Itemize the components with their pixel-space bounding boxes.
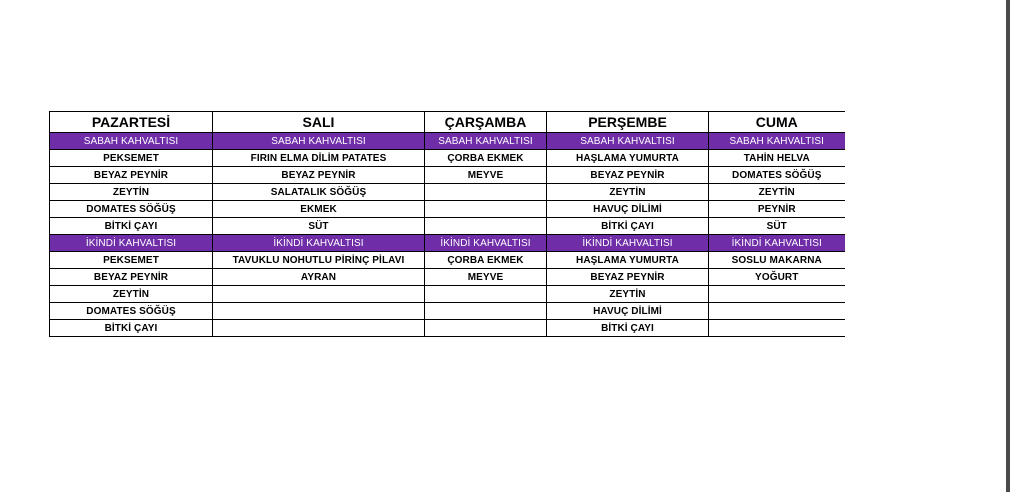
table-cell <box>425 286 547 303</box>
table-cell <box>425 320 547 337</box>
table-cell: TAHİN HELVA <box>709 150 845 167</box>
meal-plan-body <box>50 133 845 337</box>
table-row <box>50 184 845 201</box>
page-edge-divider <box>1006 0 1010 492</box>
table-cell: FIRIN ELMA DİLİM PATATES <box>213 150 425 167</box>
meal-section-cell: SABAH KAHVALTISI <box>547 133 709 150</box>
table-cell: ZEYTİN <box>50 286 213 303</box>
table-row <box>50 150 845 167</box>
meal-section-cell: SABAH KAHVALTISI <box>709 133 845 150</box>
table-cell: SÜT <box>709 218 845 235</box>
table-row <box>50 303 845 320</box>
table-cell: PEKSEMET <box>50 252 213 269</box>
table-row <box>50 286 845 303</box>
table-cell <box>213 320 425 337</box>
day-header-monday: PAZARTESİ <box>50 112 213 133</box>
table-cell <box>213 286 425 303</box>
table-cell: HAVUÇ DİLİMİ <box>547 303 709 320</box>
table-row <box>50 269 845 286</box>
table-cell: HAŞLAMA YUMURTA <box>547 150 709 167</box>
table-cell <box>425 201 547 218</box>
table-cell <box>709 320 845 337</box>
table-cell: DOMATES SÖĞÜŞ <box>50 201 213 218</box>
table-cell <box>425 184 547 201</box>
table-cell: SOSLU MAKARNA <box>709 252 845 269</box>
table-cell: ÇORBA EKMEK <box>425 150 547 167</box>
table-cell: HAŞLAMA YUMURTA <box>547 252 709 269</box>
table-cell: ZEYTİN <box>709 184 845 201</box>
table-cell <box>213 303 425 320</box>
header-row <box>50 112 845 133</box>
meal-section-cell: SABAH KAHVALTISI <box>50 133 213 150</box>
table-row <box>50 218 845 235</box>
day-header-tuesday: SALI <box>213 112 425 133</box>
meal-section-cell: SABAH KAHVALTISI <box>213 133 425 150</box>
table-cell <box>425 303 547 320</box>
table-cell: BEYAZ PEYNİR <box>50 269 213 286</box>
table-cell: BEYAZ PEYNİR <box>547 269 709 286</box>
table-cell: MEYVE <box>425 167 547 184</box>
table-cell: BİTKİ ÇAYI <box>50 218 213 235</box>
table-cell: ZEYTİN <box>50 184 213 201</box>
table-cell: HAVUÇ DİLİMİ <box>547 201 709 218</box>
table-cell: DOMATES SÖĞÜŞ <box>50 303 213 320</box>
meal-section-cell: İKİNDİ KAHVALTISI <box>50 235 213 252</box>
meal-section-row <box>50 133 845 150</box>
meal-section-cell: İKİNDİ KAHVALTISI <box>709 235 845 252</box>
table-cell: BİTKİ ÇAYI <box>50 320 213 337</box>
table-cell: EKMEK <box>213 201 425 218</box>
table-cell: PEKSEMET <box>50 150 213 167</box>
table-row <box>50 252 845 269</box>
table-row <box>50 167 845 184</box>
table-cell: SALATALIK SÖĞÜŞ <box>213 184 425 201</box>
meal-section-cell: SABAH KAHVALTISI <box>425 133 547 150</box>
table-cell: ZEYTİN <box>547 184 709 201</box>
table-cell: PEYNİR <box>709 201 845 218</box>
table-cell: TAVUKLU NOHUTLU PİRİNÇ PİLAVI <box>213 252 425 269</box>
table-cell: DOMATES SÖĞÜŞ <box>709 167 845 184</box>
day-header-wednesday: ÇARŞAMBA <box>425 112 547 133</box>
table-cell: BİTKİ ÇAYI <box>547 218 709 235</box>
meal-section-cell: İKİNDİ KAHVALTISI <box>425 235 547 252</box>
table-cell <box>709 303 845 320</box>
meal-section-cell: İKİNDİ KAHVALTISI <box>213 235 425 252</box>
table-cell: BEYAZ PEYNİR <box>213 167 425 184</box>
table-cell <box>425 218 547 235</box>
table-cell <box>709 286 845 303</box>
table-cell: AYRAN <box>213 269 425 286</box>
meal-section-cell: İKİNDİ KAHVALTISI <box>547 235 709 252</box>
table-cell: BEYAZ PEYNİR <box>50 167 213 184</box>
table-cell: ÇORBA EKMEK <box>425 252 547 269</box>
table-row <box>50 320 845 337</box>
meal-section-row <box>50 235 845 252</box>
meal-plan-table <box>49 111 845 337</box>
table-cell: BEYAZ PEYNİR <box>547 167 709 184</box>
table-row <box>50 201 845 218</box>
day-header-friday: CUMA <box>709 112 845 133</box>
table-cell: ZEYTİN <box>547 286 709 303</box>
table-cell: SÜT <box>213 218 425 235</box>
table-cell: BİTKİ ÇAYI <box>547 320 709 337</box>
day-header-thursday: PERŞEMBE <box>547 112 709 133</box>
table-cell: YOĞURT <box>709 269 845 286</box>
table-cell: MEYVE <box>425 269 547 286</box>
